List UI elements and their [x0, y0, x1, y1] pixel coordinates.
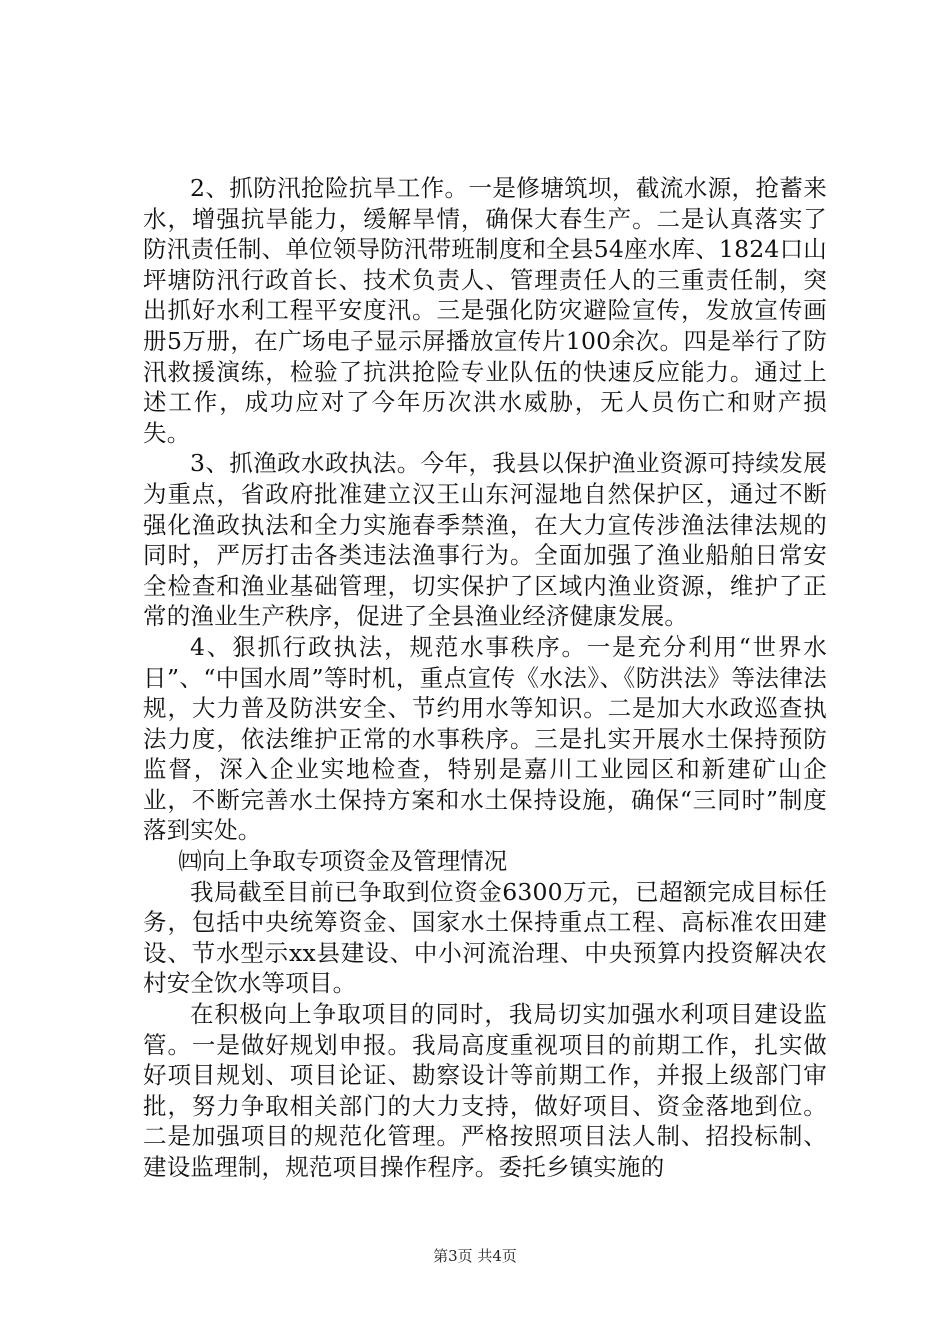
paragraph-administrative-enforcement: 4、狠抓行政执法，规范水事秩序。一是充分利用“世界水日”、“中国水周”等时机，重点宣传《水法》、《防洪法》等法律法规，大力普及防洪安全、节约用水等知识。二是加大水政巡查执法力度，依法维护正常的水事秩序。三是扎实开展水土保持预防监督，深入企业实地检查，特别是嘉川工业园区和新建矿山企业，不断完善水土保持方案和水土保持设施，确保“三同时”制度落到实处。 — [143, 632, 827, 845]
section-heading-funding: ㈣向上争取专项资金及管理情况 — [178, 847, 508, 876]
paragraph-project-supervision: 在积极向上争取项目的同时，我局切实加强水利项目建设监管。一是做好规划申报。我局高度重视项目的前期工作，扎实做好项目规划、项目论证、勘察设计等前期工作，并报上级部门审批，努力争取相关部门的大力支持，做好项目、资金落地到位。二是加强项目的规范化管理。严格按照项目法人制、招投标制、建设监理制，规范项目操作程序。委托乡镇实施的 — [143, 1000, 827, 1181]
paragraph-flood-control: 2、抓防汛抢险抗旱工作。一是修塘筑坝，截流水源，抢蓄来水，增强抗旱能力，缓解旱情，确保大春生产。二是认真落实了防汛责任制、单位领导防汛带班制度和全县54座水库、1824口山坪塘防汛行政首长、技术负责人、管理责任人的三重责任制，突出抓好水利工程平安度汛。三是强化防灾避险宣传，发放宣传画册5万册，在广场电子显示屏播放宣传片100余次。四是举行了防汛救援演练，检验了抗洪抢险专业队伍的快速反应能力。通过上述工作，成功应对了今年历次洪水威胁，无人员伤亡和财产损失。 — [143, 174, 827, 447]
page-footer: 第3页 共4页 — [433, 1247, 517, 1265]
paragraph-fishery-enforcement: 3、抓渔政水政执法。今年，我县以保护渔业资源可持续发展为重点，省政府批准建立汉王山东河湿地自然保护区，通过不断强化渔政执法和全力实施春季禁渔，在大力宣传涉渔法律法规的同时，严厉打击各类违法渔事行为。全面加强了渔业船舶日常安全检查和渔业基础管理，切实保护了区域内渔业资源，维护了正常的渔业生产秩序，促进了全县渔业经济健康发展。 — [143, 449, 827, 631]
paragraph-funding-amount: 我局截至目前已争取到位资金6300万元，已超额完成目标任务，包括中央统筹资金、国家水土保持重点工程、高标准农田建设、节水型示xx县建设、中小河流治理、中央预算内投资解决农村安全饮水等项目。 — [143, 877, 827, 998]
document-body — [143, 173, 827, 1183]
